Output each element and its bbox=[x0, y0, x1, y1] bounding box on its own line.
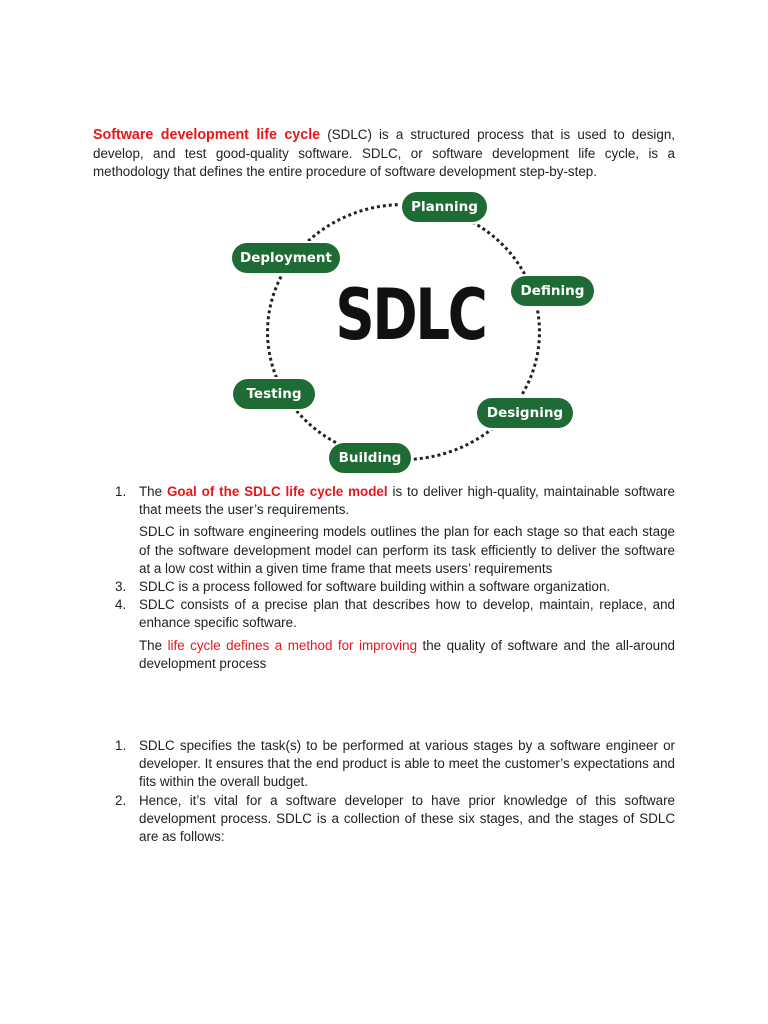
list-item bbox=[93, 792, 675, 847]
intro-paragraph bbox=[93, 126, 675, 182]
stage-defining: Defining bbox=[511, 276, 594, 306]
list-item-text: SDLC specifies the task(s) to be performed at various stages by a software engineer or developer. It ensures that the end product is able to meet the customer’s expectations and fits within the overall budget. bbox=[139, 738, 675, 790]
sdlc-cycle-diagram bbox=[225, 190, 605, 475]
stage-building: Building bbox=[329, 443, 411, 473]
stage-designing: Designing bbox=[477, 398, 573, 428]
intro-text: (SDLC) is a structured process that is used to design, develop, and test good-quality software. SDLC, or software development life cycle, is a methodology that defines the entire procedure of software development step-by-step. bbox=[93, 127, 675, 179]
tasks-list bbox=[93, 737, 675, 846]
goal-highlight: Goal of the SDLC life cycle model bbox=[166, 484, 388, 499]
list-item-text: Hence, it’s vital for a software developer to have prior knowledge of this software development process. SDLC is a collection of these six stages, and the stages of SDLC are as follows: bbox=[139, 792, 675, 845]
list-item bbox=[93, 596, 675, 673]
stage-testing: Testing bbox=[233, 379, 315, 409]
goals-list bbox=[93, 483, 675, 673]
list-item bbox=[93, 737, 675, 792]
continuation-text: the quality of software and the all-around development process bbox=[139, 637, 675, 671]
stage-planning: Planning bbox=[402, 192, 487, 222]
list-number: 3. bbox=[115, 579, 127, 595]
intro-highlight: Software development life cycle bbox=[93, 127, 321, 143]
list-item bbox=[93, 483, 675, 578]
list-item-continuation: SDLC in software engineering models outlines the plan for each stage so that each stage of the software development model can perform its task efficiently to deliver the software at a low cost within a given time frame that meets users’ requirements bbox=[139, 524, 675, 576]
list-number: 1. bbox=[115, 484, 127, 499]
list-number: 1. bbox=[115, 738, 127, 753]
stage-deployment: Deployment bbox=[232, 243, 340, 273]
continuation-text: The bbox=[139, 637, 168, 653]
list-item-continuation bbox=[139, 637, 675, 673]
method-highlight: life cycle defines a method for improving bbox=[167, 637, 418, 653]
list-number: 4. bbox=[115, 597, 127, 613]
list-item-text: is to deliver high-quality, maintainable software that meets the user’s requirements. bbox=[139, 484, 675, 518]
list-item-text: SDLC consists of a precise plan that describes how to develop, maintain, replace, and enhance specific software. bbox=[139, 597, 675, 631]
list-number: 2. bbox=[115, 792, 127, 808]
list-item bbox=[93, 578, 675, 596]
list-item-text: SDLC is a process followed for software building within a software organization. bbox=[139, 579, 611, 595]
diagram-center-label: SDLC bbox=[335, 274, 486, 356]
list-item-text: The bbox=[139, 484, 167, 499]
